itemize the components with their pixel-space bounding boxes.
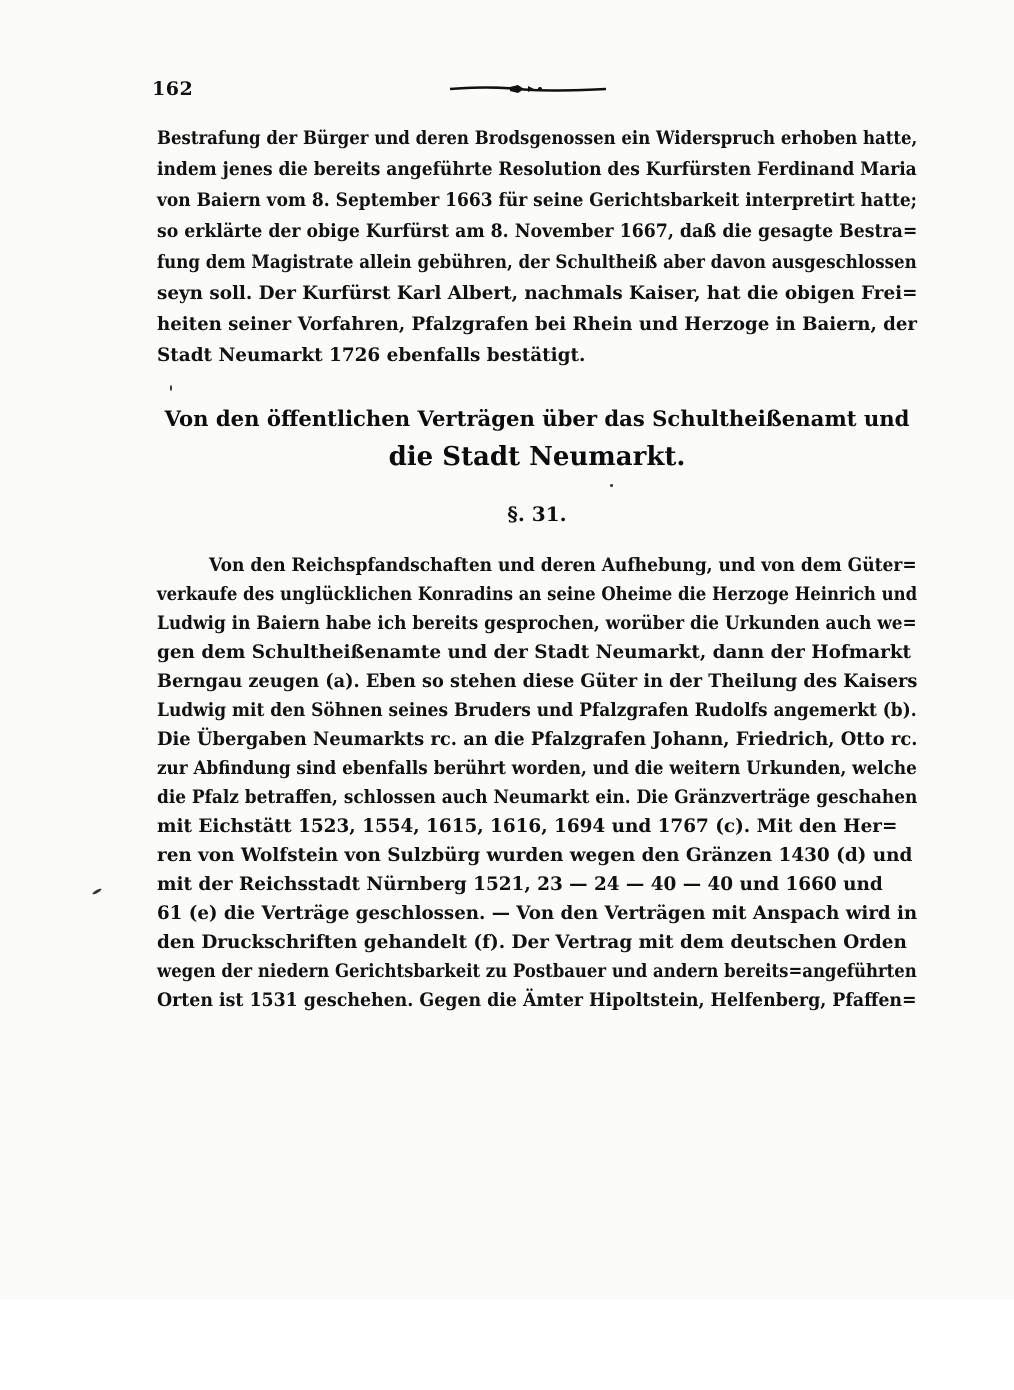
section-number: §. 31. (507, 502, 567, 526)
paragraph-2-line: Von den Reichspfandschaften und deren Aufhebung, und von dem Güter= (209, 555, 917, 576)
paragraph-1-line: seyn soll. Der Kurfürst Karl Albert, nachmals Kaiser, hat die obigen Frei= (157, 283, 918, 304)
scan-speck (92, 888, 102, 896)
page-header (152, 78, 912, 98)
paragraph-2-line: den Druckschriften gehandelt (f). Der Vertrag mit dem deutschen Orden (157, 932, 907, 953)
paragraph-1-line: Bestrafung der Bürger und deren Brodsgenossen ein Widerspruch erhoben hatte, (157, 128, 918, 149)
paragraph-2-line: Ludwig in Baiern habe ich bereits gesprochen, worüber die Urkunden auch we= (157, 613, 917, 634)
paragraph-1-line: heiten seiner Vorfahren, Pfalzgrafen bei Rhein und Herzoge in Baiern, der (157, 314, 918, 335)
paragraph-1-line: von Baiern vom 8. September 1663 für seine Gerichtsbarkeit interpretirt hatte; (157, 190, 917, 211)
paragraph-1-line: indem jenes die bereits angeführte Resolution des Kurfürsten Ferdinand Maria (157, 159, 917, 180)
scan-speck (610, 484, 613, 487)
section-heading-line-2: die Stadt Neumarkt. (388, 442, 686, 472)
paragraph-1-line: fung dem Magistrate allein gebühren, der Schultheiß aber davon ausgeschlossen (157, 252, 917, 273)
paragraph-2-line: gen dem Schultheißenamte und der Stadt Neumarkt, dann der Hofmarkt (157, 642, 912, 663)
paragraph-2-line: die Pfalz betraffen, schlossen auch Neumarkt ein. Die Gränzverträge geschahen (157, 787, 918, 808)
paragraph-2-line: 61 (e) die Verträge geschlossen. — Von den Verträgen mit Anspach wird in (157, 903, 918, 924)
paragraph-2-line: mit der Reichsstadt Nürnberg 1521, 23 — 24 — 40 — 40 und 1660 und (157, 874, 883, 895)
paragraph-1-line: Stadt Neumarkt 1726 ebenfalls bestätigt. (157, 345, 586, 366)
paragraph-2-line: Orten ist 1531 geschehen. Gegen die Ämter Hipoltstein, Helfenberg, Pfaffen= (157, 990, 917, 1011)
paragraph-2-line: zur Abfindung sind ebenfalls berührt worden, und die weitern Urkunden, welche (157, 758, 917, 779)
paragraph-2-line: mit Eichstätt 1523, 1554, 1615, 1616, 1694 und 1767 (c). Mit den Her= (157, 816, 898, 837)
section-heading-line-1: Von den öffentlichen Verträgen über das Schultheißenamt und (164, 406, 910, 431)
paragraph-2-line: Die Übergaben Neumarkts rc. an die Pfalzgrafen Johann, Friedrich, Otto rc. (157, 729, 918, 750)
paragraph-2-line: Berngau zeugen (a). Eben so stehen diese Güter in der Theilung des Kaisers (157, 671, 918, 692)
paragraph-1-line: so erklärte der obige Kurfürst am 8. November 1667, daß die gesagte Bestra= (157, 221, 918, 242)
decorative-rule-icon (448, 84, 608, 94)
scan-speck (170, 385, 172, 391)
paragraph-2-line: ren von Wolfstein von Sulzbürg wurden wegen den Gränzen 1430 (d) und (157, 845, 913, 866)
page-number: 162 (152, 78, 194, 100)
paragraph-2-line: wegen der niedern Gerichtsbarkeit zu Postbauer und andern bereits=angeführten (157, 961, 917, 982)
footer-band (0, 1300, 1014, 1390)
paragraph-2-line: Ludwig mit den Söhnen seines Bruders und Pfalzgrafen Rudolfs angemerkt (b). (157, 700, 917, 721)
paragraph-2-line: verkaufe des unglücklichen Konradins an seine Oheime die Herzoge Heinrich und (157, 584, 918, 605)
